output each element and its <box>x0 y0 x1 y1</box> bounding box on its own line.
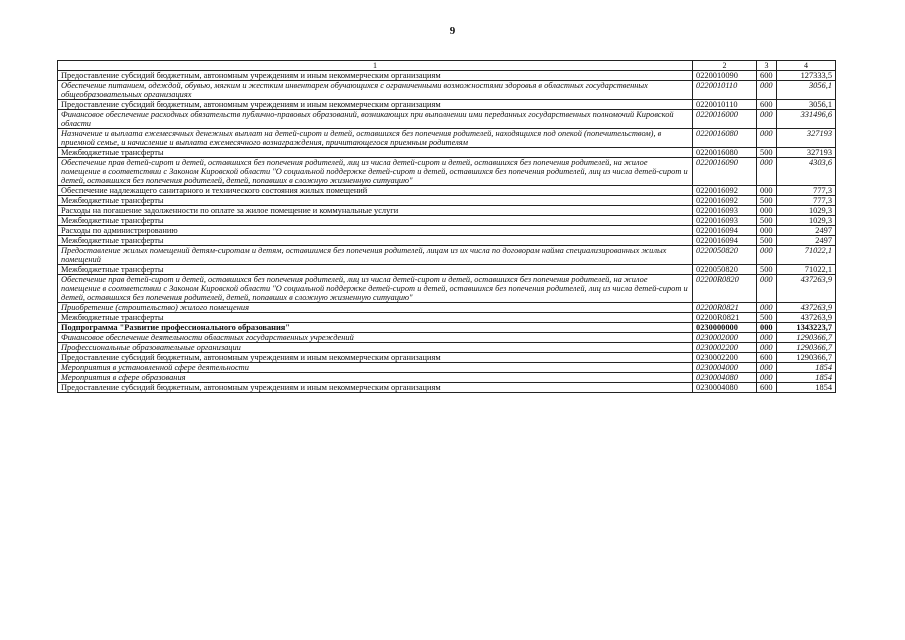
row-sum-cell: 2497 <box>777 236 836 246</box>
row-type-cell: 000 <box>757 186 777 196</box>
column-header-type: 3 <box>757 61 777 71</box>
row-code-cell: 0220010090 <box>693 71 757 81</box>
table-row <box>58 343 836 353</box>
table-row <box>58 313 836 323</box>
row-type-cell: 500 <box>757 216 777 226</box>
table-row <box>58 206 836 216</box>
table-row <box>58 71 836 81</box>
row-code-cell: 0220016080 <box>693 148 757 158</box>
row-code-cell: 0220016000 <box>693 110 757 129</box>
row-type-cell: 000 <box>757 158 777 186</box>
row-type-cell: 000 <box>757 343 777 353</box>
row-sum-cell: 327193 <box>777 148 836 158</box>
row-code-cell: 0220016093 <box>693 206 757 216</box>
row-type-cell: 600 <box>757 383 777 393</box>
row-type-cell: 000 <box>757 110 777 129</box>
table-row <box>58 129 836 148</box>
row-sum-cell: 437263,9 <box>777 303 836 313</box>
row-code-cell: 0230004000 <box>693 363 757 373</box>
row-type-cell: 500 <box>757 265 777 275</box>
row-sum-cell: 777,3 <box>777 196 836 206</box>
row-name-cell: Предоставление жилых помещений детям-сиротам и детям, оставшимся без попечения родителей, лицам из их числа по договорам найма специализированных жилых помещений <box>58 246 693 265</box>
row-name-cell: Межбюджетные трансферты <box>58 148 693 158</box>
row-sum-cell: 71022,1 <box>777 246 836 265</box>
row-name-cell: Межбюджетные трансферты <box>58 313 693 323</box>
table-row <box>58 323 836 333</box>
row-sum-cell: 127333,5 <box>777 71 836 81</box>
row-sum-cell: 1290366,7 <box>777 333 836 343</box>
row-code-cell: 0220016093 <box>693 216 757 226</box>
row-name-cell: Предоставление субсидий бюджетным, автономным учреждениям и иным некоммерческим организациям <box>58 71 693 81</box>
row-name-cell: Обеспечение прав детей-сирот и детей, оставшихся без попечения родителей, лиц из числа детей-сирот и детей, оставшихся без попечения родителей, на жилое помещение в соответствии с Законом Кировской области "О социальной поддержке детей-сирот и детей, оставшихся без попечения родителей, лиц из числа детей-сирот и детей, оставшихся без попечения родителей, детей, попавших в сложную жизненную ситуацию" <box>58 158 693 186</box>
table-row <box>58 353 836 363</box>
column-header-sum: 4 <box>777 61 836 71</box>
row-code-cell: 0220016092 <box>693 186 757 196</box>
row-code-cell: 0220016094 <box>693 236 757 246</box>
row-type-cell: 500 <box>757 148 777 158</box>
row-code-cell: 02200R0820 <box>693 275 757 303</box>
row-sum-cell: 1290366,7 <box>777 343 836 353</box>
column-header-code: 2 <box>693 61 757 71</box>
row-code-cell: 0230004080 <box>693 383 757 393</box>
row-name-cell: Приобретение (строительство) жилого помещения <box>58 303 693 313</box>
row-name-cell: Межбюджетные трансферты <box>58 265 693 275</box>
row-sum-cell: 1029,3 <box>777 206 836 216</box>
row-type-cell: 000 <box>757 363 777 373</box>
row-sum-cell: 3056,1 <box>777 100 836 110</box>
row-sum-cell: 437263,9 <box>777 313 836 323</box>
row-sum-cell: 1343223,7 <box>777 323 836 333</box>
table-row <box>58 333 836 343</box>
row-name-cell: Межбюджетные трансферты <box>58 216 693 226</box>
row-sum-cell: 331496,6 <box>777 110 836 129</box>
page-number: 9 <box>449 25 456 37</box>
table-row <box>58 236 836 246</box>
row-type-cell: 000 <box>757 275 777 303</box>
row-sum-cell: 1854 <box>777 363 836 373</box>
row-code-cell: 0230002200 <box>693 343 757 353</box>
row-type-cell: 000 <box>757 206 777 216</box>
row-type-cell: 500 <box>757 236 777 246</box>
row-name-cell: Обеспечение прав детей-сирот и детей, оставшихся без попечения родителей, лиц из числа детей-сирот и детей, оставшихся без попечения родителей, на жилое помещение в соответствии с Законом Кировской области "О социальной поддержке детей-сирот и детей, оставшихся без попечения родителей, лиц из числа детей-сирот и детей, оставшихся без попечения родителей, детей, попавших в сложную жизненную ситуацию" <box>58 275 693 303</box>
row-type-cell: 500 <box>757 196 777 206</box>
row-code-cell: 0220050820 <box>693 265 757 275</box>
table-row <box>58 186 836 196</box>
row-name-cell: Мероприятия в установленной сфере деятельности <box>58 363 693 373</box>
table-body <box>58 71 836 393</box>
row-code-cell: 0220016094 <box>693 226 757 236</box>
row-code-cell: 0230002200 <box>693 353 757 363</box>
row-type-cell: 600 <box>757 71 777 81</box>
row-code-cell: 0220050820 <box>693 246 757 265</box>
table-header-row <box>58 61 836 71</box>
row-name-cell: Расходы по администрированию <box>58 226 693 236</box>
row-name-cell: Межбюджетные трансферты <box>58 236 693 246</box>
row-sum-cell: 1854 <box>777 383 836 393</box>
table-row <box>58 246 836 265</box>
table-row <box>58 303 836 313</box>
row-name-cell: Назначение и выплата ежемесячных денежных выплат на детей-сирот и детей, оставшихся без попечения родителей, находящихся под опекой (попечительством), в приемной семье, и начисление и выплата ежемесячного вознаграждения, причитающегося приемным родителям <box>58 129 693 148</box>
table-row <box>58 216 836 226</box>
table-row <box>58 110 836 129</box>
table-row <box>58 148 836 158</box>
row-sum-cell: 1029,3 <box>777 216 836 226</box>
row-name-cell: Обеспечение надлежащего санитарного и технического состояния жилых помещений <box>58 186 693 196</box>
row-name-cell: Финансовое обеспечение деятельности областных государственных учреждений <box>58 333 693 343</box>
row-code-cell: 0220016090 <box>693 158 757 186</box>
row-type-cell: 000 <box>757 129 777 148</box>
row-name-cell: Мероприятия в сфере образования <box>58 373 693 383</box>
row-name-cell: Обеспечение питанием, одеждой, обувью, мягким и жестким инвентарем обучающихся с ограниченными возможностями здоровья в областных государственных общеобразовательных организациях <box>58 81 693 100</box>
row-sum-cell: 71022,1 <box>777 265 836 275</box>
row-sum-cell: 327193 <box>777 129 836 148</box>
row-code-cell: 02200R0821 <box>693 303 757 313</box>
row-name-cell: Предоставление субсидий бюджетным, автономным учреждениям и иным некоммерческим организациям <box>58 353 693 363</box>
row-name-cell: Предоставление субсидий бюджетным, автономным учреждениям и иным некоммерческим организациям <box>58 100 693 110</box>
row-type-cell: 500 <box>757 313 777 323</box>
table-row <box>58 265 836 275</box>
table-row <box>58 226 836 236</box>
row-code-cell: 0230000000 <box>693 323 757 333</box>
row-code-cell: 0220016080 <box>693 129 757 148</box>
row-code-cell: 0220016092 <box>693 196 757 206</box>
table-row <box>58 81 836 100</box>
row-name-cell: Финансовое обеспечение расходных обязательств публично-правовых образований, возникающих при выполнении ими переданных государственных полномочий Кировской области <box>58 110 693 129</box>
row-type-cell: 000 <box>757 81 777 100</box>
row-name-cell: Профессиональные образовательные организации <box>58 343 693 353</box>
budget-table <box>57 60 836 393</box>
row-code-cell: 0220010110 <box>693 100 757 110</box>
row-name-cell: Предоставление субсидий бюджетным, автономным учреждениям и иным некоммерческим организациям <box>58 383 693 393</box>
row-type-cell: 000 <box>757 246 777 265</box>
column-header-name: 1 <box>58 61 693 71</box>
row-sum-cell: 777,3 <box>777 186 836 196</box>
row-type-cell: 000 <box>757 303 777 313</box>
row-type-cell: 600 <box>757 353 777 363</box>
row-sum-cell: 1290366,7 <box>777 353 836 363</box>
table-row <box>58 100 836 110</box>
table-row <box>58 275 836 303</box>
row-sum-cell: 2497 <box>777 226 836 236</box>
row-sum-cell: 3056,1 <box>777 81 836 100</box>
row-name-cell: Межбюджетные трансферты <box>58 196 693 206</box>
row-code-cell: 0220010110 <box>693 81 757 100</box>
row-sum-cell: 1854 <box>777 373 836 383</box>
table-row <box>58 158 836 186</box>
row-name-cell: Подпрограмма "Развитие профессионального образования" <box>58 323 693 333</box>
table-row <box>58 373 836 383</box>
row-type-cell: 000 <box>757 333 777 343</box>
row-name-cell: Расходы на погашение задолженности по оплате за жилое помещение и коммунальные услуги <box>58 206 693 216</box>
row-code-cell: 0230004080 <box>693 373 757 383</box>
row-type-cell: 000 <box>757 226 777 236</box>
row-type-cell: 600 <box>757 100 777 110</box>
row-type-cell: 000 <box>757 373 777 383</box>
row-code-cell: 02200R0821 <box>693 313 757 323</box>
row-code-cell: 0230002000 <box>693 333 757 343</box>
row-sum-cell: 437263,9 <box>777 275 836 303</box>
table-row <box>58 196 836 206</box>
table-row <box>58 363 836 373</box>
table-row <box>58 383 836 393</box>
row-type-cell: 000 <box>757 323 777 333</box>
row-sum-cell: 4303,6 <box>777 158 836 186</box>
